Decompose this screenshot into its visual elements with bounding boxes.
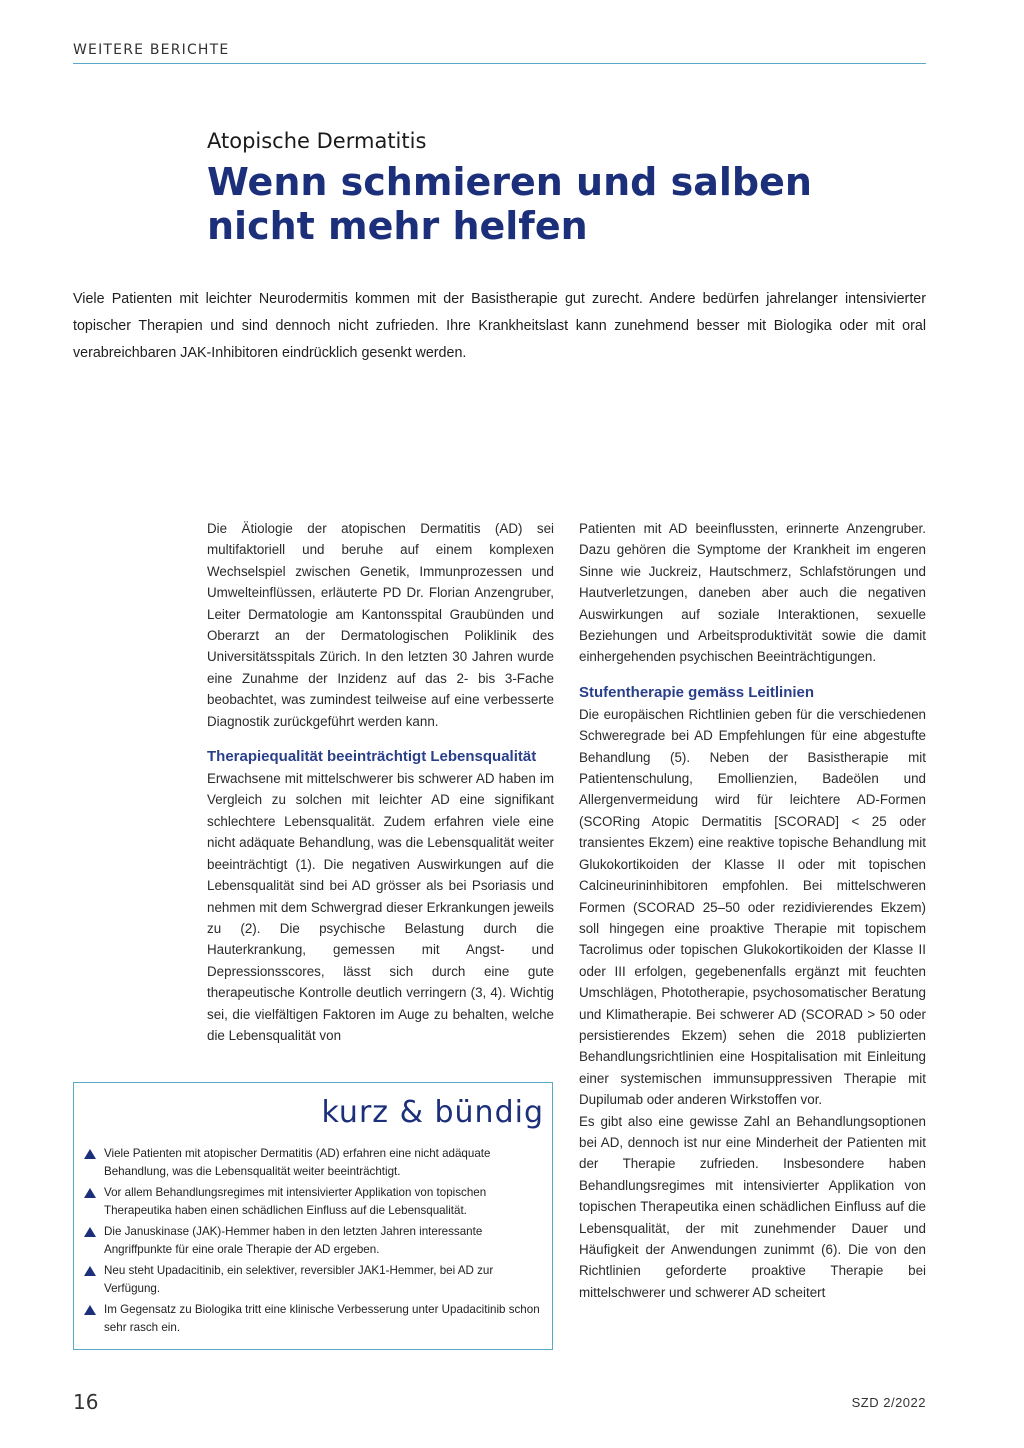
triangle-up-icon	[84, 1305, 96, 1315]
header-divider	[73, 63, 926, 64]
summary-item-text: Im Gegensatz zu Biologika tritt eine klinische Verbesserung unter Upadacitinib schon sehr rasch ein.	[104, 1303, 540, 1334]
issue-label: SZD 2/2022	[851, 1395, 926, 1410]
triangle-up-icon	[84, 1266, 96, 1276]
triangle-up-icon	[84, 1227, 96, 1237]
summary-item	[84, 1184, 542, 1220]
summary-item-text: Die Januskinase (JAK)-Hemmer haben in den letzten Jahren interessante Angriffpunkte für eine orale Therapie der AD ergeben.	[104, 1225, 483, 1256]
text-column-right	[579, 518, 926, 1303]
summary-box	[73, 1082, 553, 1350]
article-kicker: Atopische Dermatitis	[207, 129, 427, 153]
summary-item-text: Neu steht Upadacitinib, ein selektiver, reversibler JAK1-Hemmer, bei AD zur Verfügung.	[104, 1264, 494, 1295]
paragraph: Patienten mit AD beeinflussten, erinnerte Anzengruber. Dazu gehören die Symptome der Krankheit im engeren Sinne wie Juckreiz, Hautschmerz, Schlafstörungen und Hautverletzungen, daneben aber auch die negativen Auswirkungen auf soziale Interaktionen, sexuelle Beziehungen und Arbeitsproduktivität sowie die damit einhergehenden psychischen Beeinträchtigungen.	[579, 521, 926, 665]
summary-item	[84, 1262, 542, 1298]
paragraph: Es gibt also eine gewisse Zahl an Behandlungsoptionen bei AD, dennoch ist nur eine Minderheit der Patienten mit der Therapie zufrieden. Insbesondere haben Behandlungsregimes mit intensivierter Applikation von topischen Therapeutika einen schädlichen Einfluss auf die Lebensqualität, der mit zunehmender Dauer und Häufigkeit der Anwendungen zunimmt (6). Die von den Richtlinien geforderte proaktive Therapie bei mittelschwerer und schwerer AD scheitert	[579, 1113, 926, 1300]
triangle-up-icon	[84, 1188, 96, 1198]
page-number: 16	[73, 1390, 99, 1414]
paragraph: Die europäischen Richtlinien geben für die verschiedenen Schweregrade bei AD Empfehlungen für eine abgestufte Behandlung (5). Neben der Basistherapie mit Patientenschulung, Emollienzien, Badeölen und Allergenvermeidung wird für leichtere AD-Formen (SCORing Atopic Dermatitis [SCORAD] < 25 oder transientes Ekzem) eine reaktive topische Behandlung mit Glukokortikoiden der Klasse II oder mit topischen Calcineurininhibitoren empfohlen. Bei mittelschweren Formen (SCORAD 25–50 oder rezidivierendes Ekzem) soll hingegen eine proaktive Therapie mit topischem Tacrolimus oder topischen Glukokortikoiden der Klasse II oder III erfolgen, gegebenenfalls ergänzt mit feuchten Umschlägen, Phototherapie, psychosomatischer Beratung und Klimatherapie. Bei schwerer AD (SCORAD > 50 oder persistierendes Ekzem) sehen die 2018 publizierten Behandlungsrichtlinien eine Hospitalisation mit Einleitung einer systemischen immunsuppressiven Therapie mit Dupilumab oder anderen Wirkstoffen vor.	[579, 706, 926, 1108]
section-heading: Therapiequalität beeinträchtigt Lebensqualität	[207, 748, 537, 766]
summary-item-text: Vor allem Behandlungsregimes mit intensivierter Applikation von topischen Therapeutika haben einen schädlichen Einfluss auf die Lebensqualität.	[104, 1186, 487, 1217]
paragraph: Die Ätiologie der atopischen Dermatitis (AD) sei multifaktoriell und beruhe auf einem komplexen Wechselspiel zwischen Genetik, Immunprozessen und Umwelteinflüssen, erläuterte PD Dr. Florian Anzengruber, Leiter Dermatologie am Kantonsspital Graubünden und Oberarzt an der Dermatologischen Poliklinik des Universitätsspitals Zürich. In den letzten 30 Jahren wurde eine Zunahme der Inzidenz auf das 2- bis 3-Fache beobachtet, was zumindest teilweise auf eine verbesserte Diagnostik zurückgeführt werden kann.	[207, 521, 554, 729]
summary-item	[84, 1301, 542, 1337]
triangle-up-icon	[84, 1149, 96, 1159]
section-label: WEITERE BERICHTE	[73, 42, 230, 58]
article-lead: Viele Patienten mit leichter Neurodermitis kommen mit der Basistherapie gut zurecht. Andere bedürfen jahrelanger intensivierter topischer Therapien und sind dennoch nicht zufrieden. Ihre Krankheitslast kann zunehmend besser mit Biologika oder mit oral verabreichbaren JAK-Inhibitoren eindrücklich gesenkt werden.	[73, 291, 926, 361]
article-title: Wenn schmieren und salben nicht mehr helfen	[207, 160, 812, 248]
summary-item-text: Viele Patienten mit atopischer Dermatitis (AD) erfahren eine nicht adäquate Behandlung, was die Lebensqualität weiter beeinträchtigt.	[104, 1147, 491, 1178]
summary-item	[84, 1145, 542, 1181]
summary-list	[84, 1145, 542, 1340]
summary-box-title: kurz & bündig	[321, 1095, 544, 1130]
text-column-left	[207, 518, 554, 1046]
section-heading: Stufentherapie gemäss Leitlinien	[579, 683, 815, 701]
summary-item	[84, 1223, 542, 1259]
paragraph: Erwachsene mit mittelschwerer bis schwerer AD haben im Vergleich zu solchen mit leichter AD eine signifikant schlechtere Lebensqualität. Zudem erfahren viele eine nicht adäquate Behandlung, was die Lebensqualität weiter beeinträchtigt (1). Die negativen Auswirkungen auf die Lebensqualität sind bei AD grösser als bei Psoriasis und nehmen mit dem Schwergrad dieser Erkrankungen jeweils zu (2). Die psychische Belastung durch die Hauterkrankung, gemessen mit Angst- und Depressionsscores, lässt sich durch eine gute therapeutische Kontrolle deutlich verringern (3, 4). Wichtig sei, die vielfältigen Faktoren im Auge zu behalten, welche die Lebensqualität von	[207, 771, 554, 1043]
